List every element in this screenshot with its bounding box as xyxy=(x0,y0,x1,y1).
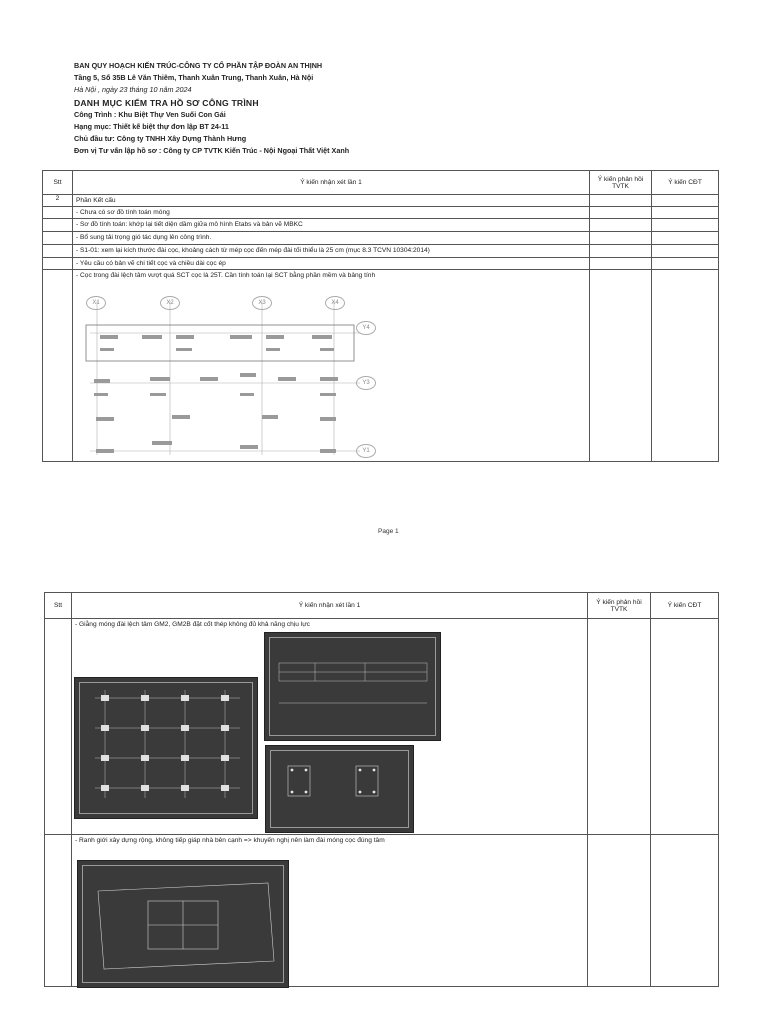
comment-text: - Sơ đồ tính toán: khớp lại tiết diện dầm giữa mô hình Etabs và bản vẽ MBKC xyxy=(73,219,590,232)
organization-address: Tầng 5, Số 35B Lê Văn Thiêm, Thanh Xuân Trung, Thanh Xuân, Hà Nội xyxy=(74,73,314,83)
consultant: Đơn vị Tư vấn lập hồ sơ : Công ty CP TVTK Kiến Trúc - Nội Ngoại Thất Việt Xanh xyxy=(74,146,350,156)
section-number: 2 xyxy=(43,195,73,207)
scanned-beam-detail-image xyxy=(264,632,441,741)
project-name: Công Trình : Khu Biệt Thự Ven Suối Con Gái xyxy=(74,109,226,119)
comment-text: - Yêu cầu có bản vẽ chi tiết cọc và chiều dài cọc ép xyxy=(73,258,590,270)
investor: Chủ đầu tư: Công ty TNHH Xây Dựng Thành Hưng xyxy=(74,134,247,144)
project-item: Hạng mục: Thiết kế biệt thự đơn lập BT 24-11 xyxy=(74,122,229,132)
axis-marker: Y1 xyxy=(356,444,376,458)
axis-marker: X3 xyxy=(252,296,272,310)
header-comment: Ý kiến nhận xét lần 1 xyxy=(72,593,588,619)
document-title: DANH MỤC KIỂM TRA HỒ SƠ CÔNG TRÌNH xyxy=(74,97,259,108)
section-title: Phần Kết cấu xyxy=(73,195,590,207)
table-header-row xyxy=(43,171,719,195)
axis-marker: X4 xyxy=(325,296,345,310)
page-number: Page 1 xyxy=(378,528,399,535)
header-cdt-reply: Ý kiến CĐT xyxy=(652,171,719,195)
header-stt: Stt xyxy=(43,171,73,195)
header-stt: Stt xyxy=(45,593,72,619)
header-tvtk-reply: Ý kiến phản hồi TVTK xyxy=(588,593,651,619)
foundation-plan-drawing xyxy=(80,293,380,463)
table-row xyxy=(43,245,719,258)
comment-text: - Ranh giới xây dựng rộng, không tiếp giáp nhà bên cạnh => khuyến nghị nên làm đài móng cọc đúng tâm xyxy=(75,837,385,844)
table-row xyxy=(43,219,719,232)
scanned-site-boundary-image xyxy=(77,860,289,988)
header-tvtk-reply: Ý kiến phản hồi TVTK xyxy=(590,171,652,195)
comment-text: - S1-01: xem lại kích thước đài cọc, khoảng cách từ mép cọc đến mép đài tối thiểu là 25 cm (mục 8.3 TCVN 10304:2014) xyxy=(73,245,590,258)
axis-marker: X2 xyxy=(160,296,180,310)
comment-text: - Bổ sung tải trọng gió tác dụng lên công trình. xyxy=(73,232,590,245)
table-row xyxy=(43,232,719,245)
scanned-foundation-plan-image xyxy=(74,677,258,819)
axis-marker: Y3 xyxy=(356,376,376,390)
section-row xyxy=(43,195,719,207)
date-line: Hà Nội , ngày 23 tháng 10 năm 2024 xyxy=(74,85,192,95)
scanned-section-detail-image xyxy=(265,745,414,833)
header-comment: Ý kiến nhận xét lần 1 xyxy=(73,171,590,195)
axis-marker: X1 xyxy=(86,296,106,310)
organization-name: BAN QUY HOẠCH KIẾN TRÚC-CÔNG TY CỔ PHẦN TẬP ĐOÀN AN THỊNH xyxy=(74,61,323,70)
table-row xyxy=(43,207,719,219)
table-header-row xyxy=(45,593,719,619)
comment-text: - Chưa có sơ đồ tính toán móng xyxy=(73,207,590,219)
comment-text: - Giằng móng đài lệch tâm GM2, GM2B đặt cốt thép không đủ khả năng chịu lực xyxy=(75,621,310,628)
comment-text: - Cọc trong đài lệch tâm vượt quá SCT cọc là 25T. Cần tính toán lại SCT bằng phần mềm và bảng tính xyxy=(76,272,376,279)
table-row xyxy=(43,258,719,270)
header-cdt-reply: Ý kiến CĐT xyxy=(651,593,719,619)
axis-marker: Y4 xyxy=(356,321,376,335)
document-header xyxy=(74,60,554,158)
